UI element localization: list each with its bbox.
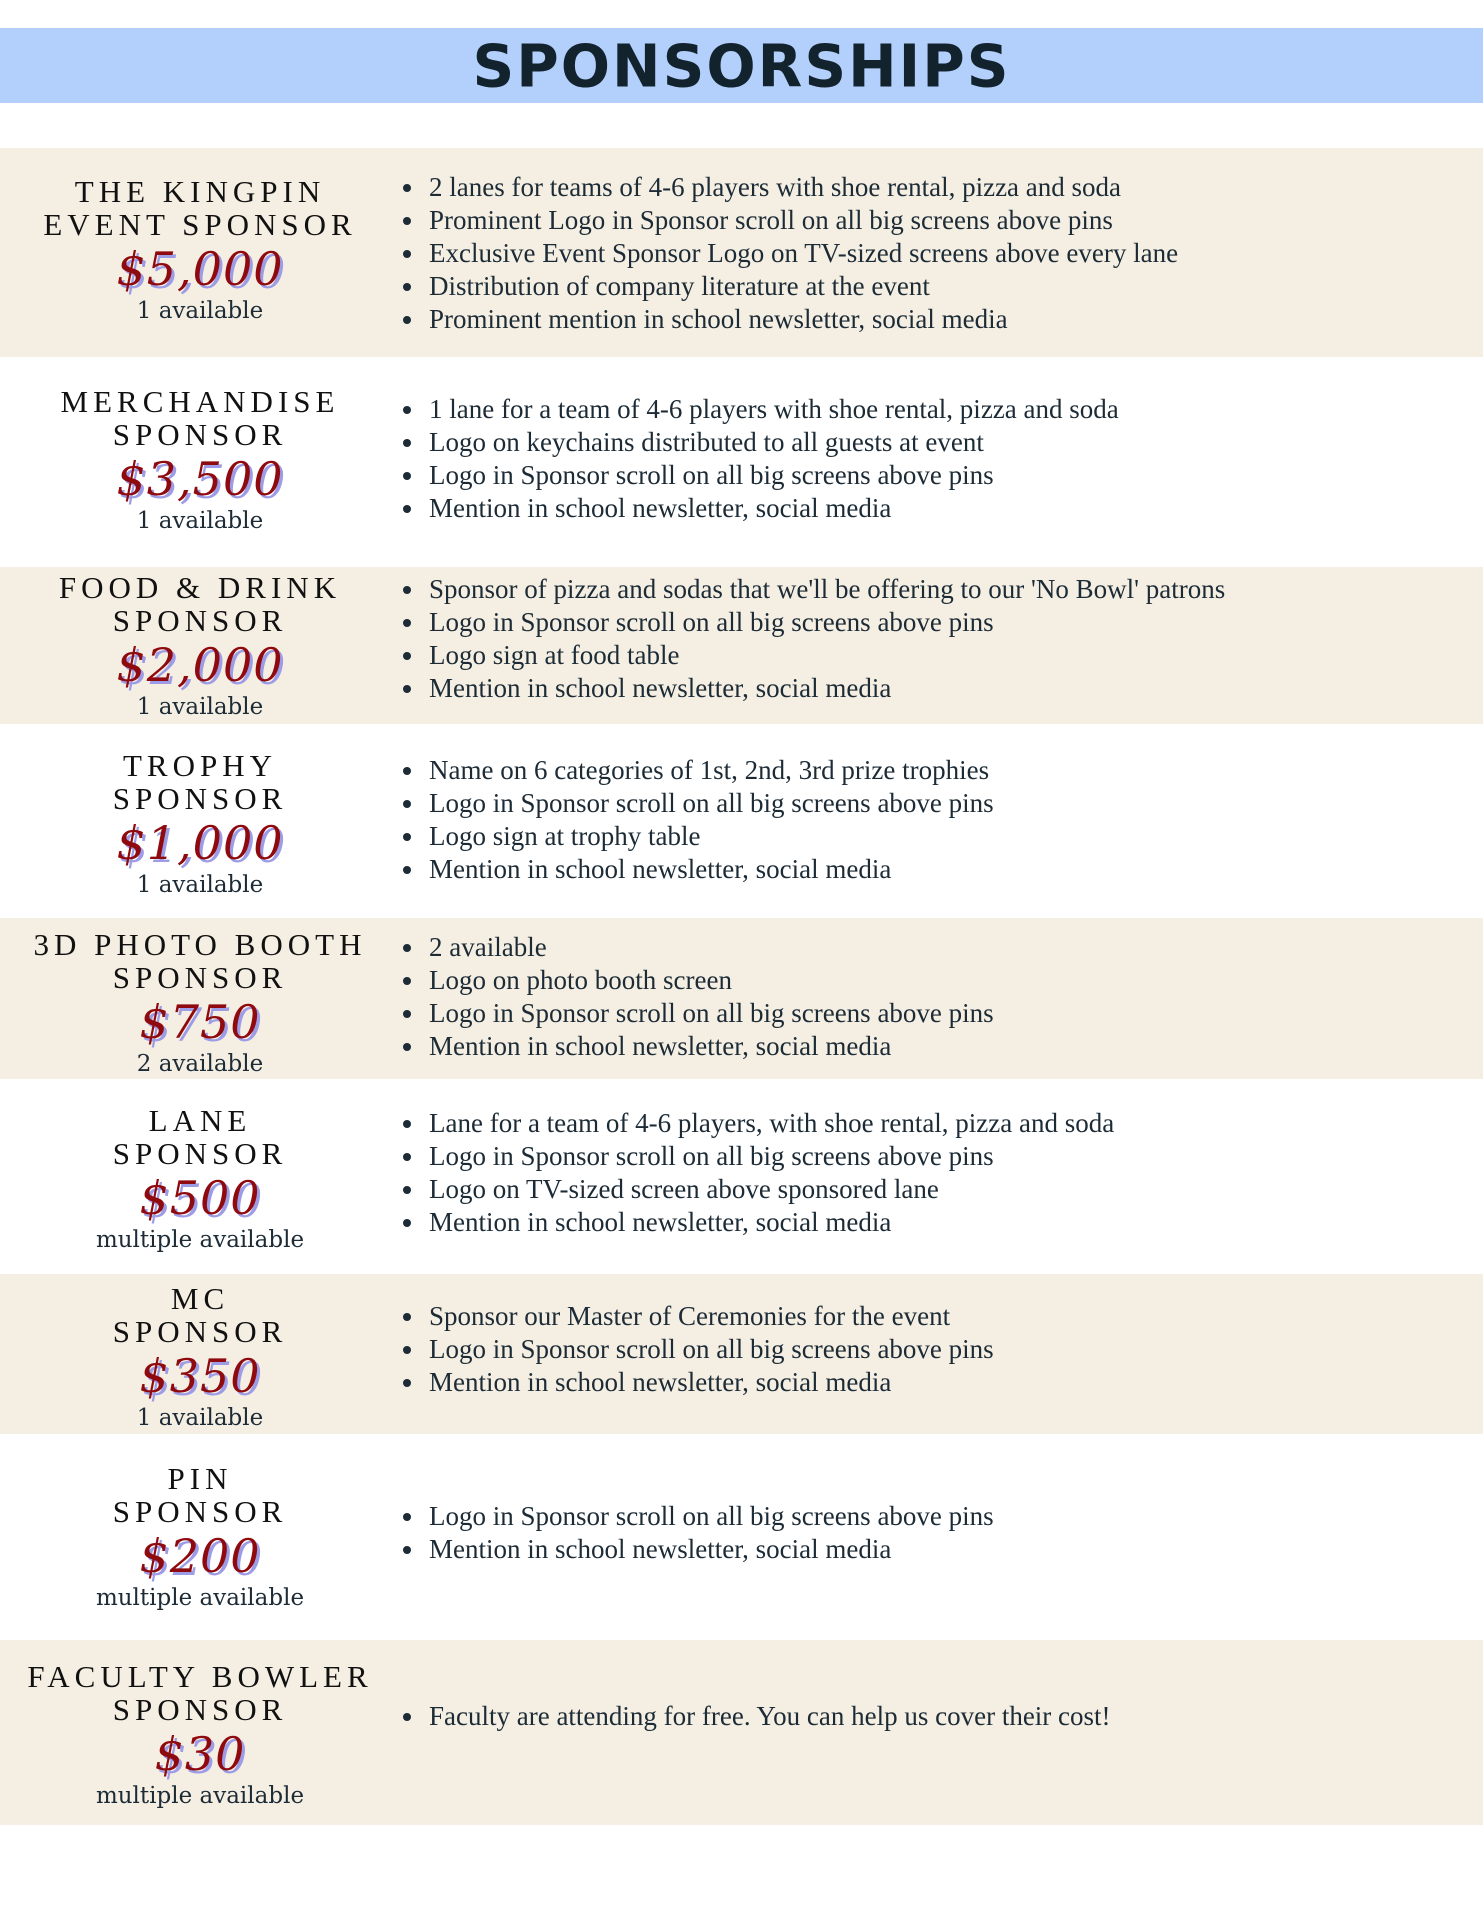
- tier-title-line1: THE KINGPIN: [74, 174, 326, 209]
- header-banner: [0, 28, 1483, 103]
- benefit-item: Lane for a team of 4-6 players, with shoe rental, pizza and soda: [397, 1107, 1463, 1140]
- tier-availability: 1 available: [136, 694, 264, 720]
- tier-price: $5,000: [116, 242, 284, 296]
- tier-title-line2: SPONSOR: [112, 960, 288, 995]
- tier-title-line1: FOOD & DRINK: [58, 570, 342, 605]
- benefit-item: Distribution of company literature at the event: [397, 270, 1463, 303]
- tier-title-line1: FACULTY BOWLER: [27, 1659, 373, 1694]
- benefit-item: Mention in school newsletter, social media: [397, 1030, 1463, 1063]
- tier-kingpin: [0, 148, 1483, 357]
- tier-title-line2: SPONSOR: [112, 1314, 288, 1349]
- benefit-item: Mention in school newsletter, social media: [397, 492, 1463, 525]
- tier-title-line2: SPONSOR: [112, 1494, 288, 1529]
- benefit-item: Mention in school newsletter, social media: [397, 1533, 1463, 1566]
- tier-merchandise: [0, 357, 1483, 567]
- tier-mc: [0, 1274, 1483, 1434]
- tier-title-line2: SPONSOR: [112, 781, 288, 816]
- tier-availability: 1 available: [136, 1405, 264, 1431]
- benefit-item: Faculty are attending for free. You can help us cover their cost!: [397, 1700, 1463, 1733]
- benefit-item: 2 available: [397, 931, 1463, 964]
- benefit-item: Logo on keychains distributed to all guests at event: [397, 426, 1463, 459]
- tier-benefits: [397, 1300, 1463, 1399]
- tier-title-line2: SPONSOR: [112, 1692, 288, 1727]
- tier-title-line1: TROPHY: [122, 748, 277, 783]
- tier-availability: 2 available: [136, 1051, 264, 1077]
- tier-summary: [0, 1462, 400, 1612]
- benefit-item: Exclusive Event Sponsor Logo on TV-sized screens above every lane: [397, 237, 1463, 270]
- tier-price: $30: [154, 1727, 246, 1781]
- tier-benefits: [397, 1500, 1463, 1566]
- benefit-item: Prominent Logo in Sponsor scroll on all big screens above pins: [397, 204, 1463, 237]
- tier-availability: multiple available: [95, 1783, 305, 1809]
- benefit-item: Name on 6 categories of 1st, 2nd, 3rd prize trophies: [397, 754, 1463, 787]
- tier-title-line1: PIN: [167, 1461, 233, 1496]
- tier-title-line2: EVENT SPONSOR: [43, 207, 357, 242]
- benefit-item: 2 lanes for teams of 4-6 players with shoe rental, pizza and soda: [397, 171, 1463, 204]
- tier-title-line2: SPONSOR: [112, 1136, 288, 1171]
- tier-availability: multiple available: [95, 1585, 305, 1611]
- tier-summary: [0, 571, 400, 721]
- tier-price: $750: [139, 995, 261, 1049]
- benefit-item: Logo in Sponsor scroll on all big screens above pins: [397, 787, 1463, 820]
- tier-title-line2: SPONSOR: [112, 603, 288, 638]
- benefit-item: Mention in school newsletter, social media: [397, 1206, 1463, 1239]
- tier-summary: [0, 928, 400, 1078]
- tier-benefits: [397, 171, 1463, 336]
- tier-pin: [0, 1434, 1483, 1640]
- tier-price: $2,000: [116, 638, 284, 692]
- tier-benefits: [397, 573, 1463, 705]
- benefit-item: Logo sign at trophy table: [397, 820, 1463, 853]
- benefit-item: Sponsor our Master of Ceremonies for the event: [397, 1300, 1463, 1333]
- tier-benefits: [397, 1107, 1463, 1239]
- benefit-item: Mention in school newsletter, social media: [397, 1366, 1463, 1399]
- tier-price: $1,000: [116, 816, 284, 870]
- benefit-item: Prominent mention in school newsletter, social media: [397, 303, 1463, 336]
- benefit-item: Mention in school newsletter, social media: [397, 853, 1463, 886]
- tier-faculty-bowler: [0, 1640, 1483, 1825]
- tier-title-line2: SPONSOR: [112, 417, 288, 452]
- tier-summary: [0, 175, 400, 325]
- benefit-item: Logo in Sponsor scroll on all big screens above pins: [397, 1500, 1463, 1533]
- tier-summary: [0, 385, 400, 535]
- benefit-item: Mention in school newsletter, social media: [397, 672, 1463, 705]
- benefit-item: Logo in Sponsor scroll on all big screens above pins: [397, 997, 1463, 1030]
- tier-benefits: [397, 931, 1463, 1063]
- benefit-item: Sponsor of pizza and sodas that we'll be offering to our 'No Bowl' patrons: [397, 573, 1463, 606]
- tier-benefits: [397, 1700, 1463, 1733]
- tier-title-line1: MC: [170, 1281, 230, 1316]
- benefit-item: 1 lane for a team of 4-6 players with shoe rental, pizza and soda: [397, 393, 1463, 426]
- page-title: SPONSORSHIPS: [472, 30, 1011, 101]
- tier-title-line1: MERCHANDISE: [60, 384, 340, 419]
- tier-trophy: [0, 724, 1483, 918]
- tier-availability: 1 available: [136, 298, 264, 324]
- benefit-item: Logo in Sponsor scroll on all big screens above pins: [397, 1140, 1463, 1173]
- tier-summary: [0, 749, 400, 899]
- tier-title-line1: 3D PHOTO BOOTH: [33, 927, 367, 962]
- benefit-item: Logo in Sponsor scroll on all big screens above pins: [397, 1333, 1463, 1366]
- tier-price: $350: [139, 1349, 261, 1403]
- tier-summary: [0, 1660, 400, 1810]
- benefit-item: Logo on photo booth screen: [397, 964, 1463, 997]
- tier-availability: 1 available: [136, 872, 264, 898]
- benefit-item: Logo sign at food table: [397, 639, 1463, 672]
- tier-benefits: [397, 393, 1463, 525]
- benefit-item: Logo in Sponsor scroll on all big screens above pins: [397, 459, 1463, 492]
- tier-summary: [0, 1104, 400, 1254]
- tier-price: $3,500: [116, 452, 284, 506]
- benefit-item: Logo in Sponsor scroll on all big screens above pins: [397, 606, 1463, 639]
- tier-title-line1: LANE: [148, 1103, 252, 1138]
- tier-price: $500: [139, 1171, 261, 1225]
- tier-availability: 1 available: [136, 508, 264, 534]
- tier-food-drink: [0, 567, 1483, 724]
- tier-photo-booth: [0, 918, 1483, 1079]
- tier-summary: [0, 1282, 400, 1432]
- tier-benefits: [397, 754, 1463, 886]
- tier-availability: multiple available: [95, 1227, 305, 1253]
- tier-price: $200: [139, 1529, 261, 1583]
- benefit-item: Logo on TV-sized screen above sponsored lane: [397, 1173, 1463, 1206]
- tier-lane: [0, 1079, 1483, 1274]
